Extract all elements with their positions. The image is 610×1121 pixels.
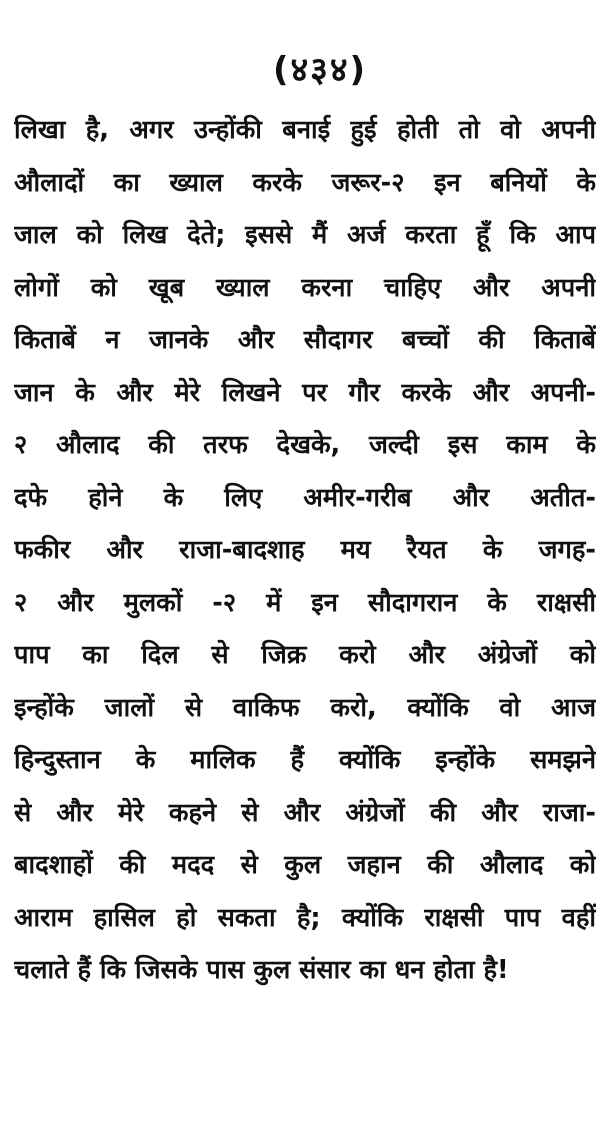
text-line: दफे होने के लिए अमीर-गरीब और अतीत-	[14, 482, 596, 513]
text-line: चलाते हैं कि जिसके पास कुल संसार का धन होता है!	[14, 955, 509, 985]
body-text	[14, 104, 596, 997]
text-line: पाप का दिल से जिक्र करो और अंग्रेजों को	[14, 640, 596, 670]
text-line: लोगों को खूब ख्याल करना चाहिए और अपनी	[14, 272, 596, 303]
text-line: लिखा है, अगर उन्होंकी बनाई हुई होती तो वो अपनी	[14, 115, 596, 145]
text-line: आराम हासिल हो सकता है; क्योंकि राक्षसी पाप वहीं	[14, 902, 596, 933]
text-line: बादशाहों की मदद से कुल जहान की औलाद को	[14, 850, 596, 880]
text-line: औलादों का ख्याल करके जरूर-२ इन बनियों के	[14, 167, 596, 198]
text-line: जान के और मेरे लिखने पर गौर करके और अपनी-	[14, 377, 596, 408]
text-line: जाल को लिख देते; इससे मैं अर्ज करता हूँ कि आप	[14, 220, 596, 250]
text-line: हिन्दुस्तान के मालिक हैं क्योंकि इन्होंके समझने	[14, 745, 596, 775]
text-line: २ औलाद की तरफ देखके, जल्दी इस काम के	[14, 430, 596, 460]
text-line: २ और मुलकों -२ में इन सौदागरान के राक्षसी	[14, 587, 596, 618]
page-number: (४३४)	[272, 50, 368, 90]
text-line: इन्होंके जालों से वाकिफ करो, क्योंकि वो आज	[14, 692, 596, 723]
text-line: फकीर और राजा-बादशाह मय रैयत के जगह-	[14, 535, 596, 565]
text-line: से और मेरे कहने से और अंग्रेजों की और राजा-	[14, 797, 596, 828]
text-line: किताबें न जानके और सौदागर बच्चों की किताबें	[14, 325, 596, 355]
